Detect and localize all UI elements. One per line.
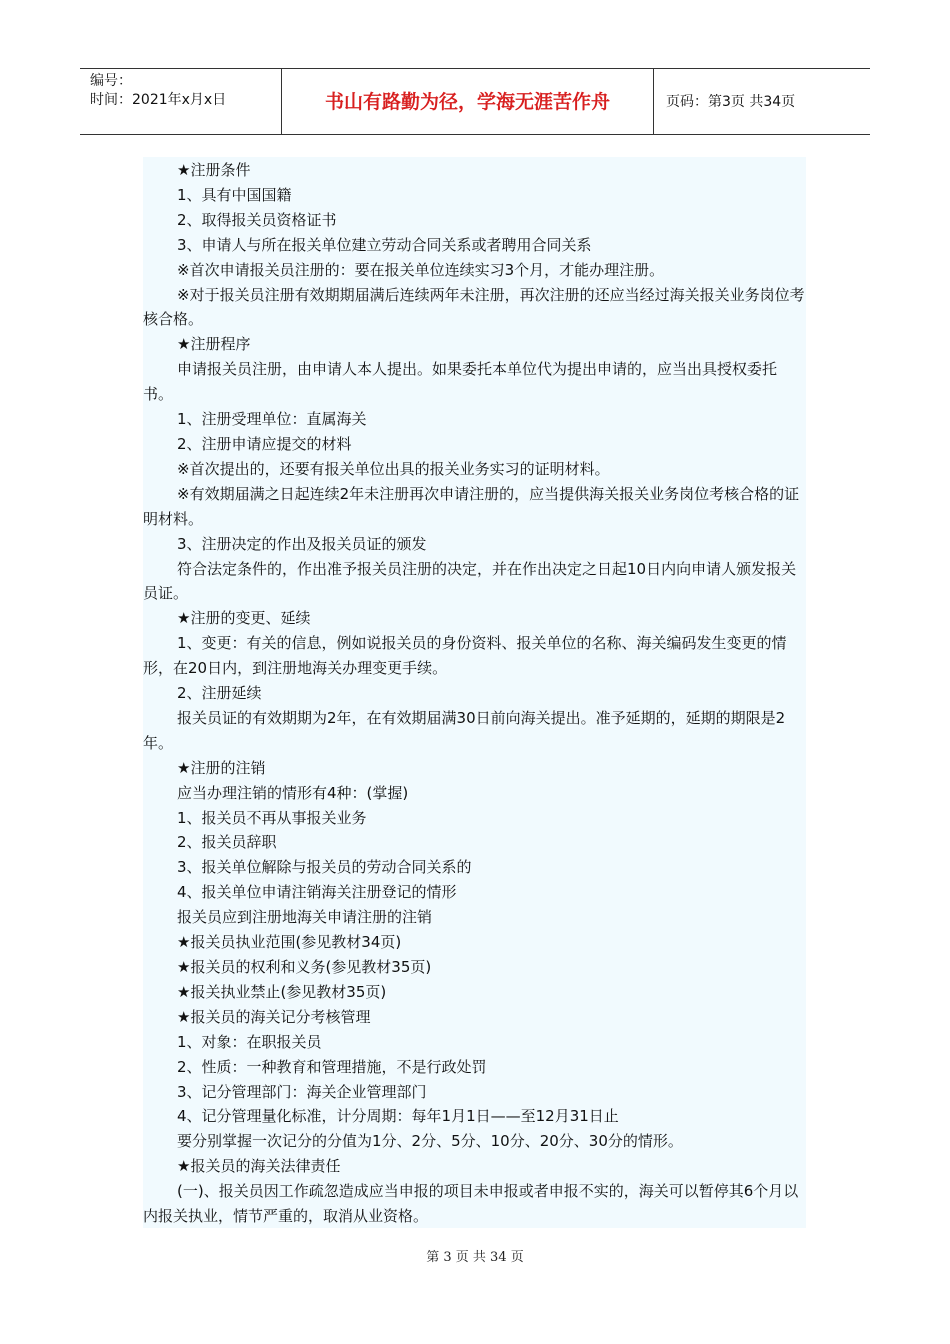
paragraph: 2、性质：一种教育和管理措施，不是行政处罚 <box>177 1057 487 1076</box>
paragraph: 应当办理注销的情形有4种：(掌握) <box>177 783 409 802</box>
document-time-label: 时间：2021年x月x日 <box>90 92 227 108</box>
paragraph: 3、申请人与所在报关单位建立劳动合同关系或者聘用合同关系 <box>177 235 592 254</box>
paragraph: (一)、报关员因工作疏忽造成应当申报的项目未申报或者申报不实的，海关可以暂停其6个月以内报关执业，情节严重的，取消从业资格。 <box>143 1182 799 1226</box>
paragraph: ★报关员的海关记分考核管理 <box>177 1007 371 1026</box>
header-page-info: 页码：第3页 共34页 <box>666 94 796 110</box>
page-footer: 第 3 页 共 34 页 <box>426 1250 524 1265</box>
paragraph: 符合法定条件的，作出准予报关员注册的决定，并在作出决定之日起10日内向申请人颁发报关员证。 <box>143 559 797 603</box>
paragraph: 4、报关单位申请注销海关注册登记的情形 <box>177 883 457 902</box>
paragraph: 3、报关单位解除与报关员的劳动合同关系的 <box>177 858 472 877</box>
paragraph: ★报关员的海关法律责任 <box>177 1157 341 1176</box>
paragraph: ★注册的注销 <box>177 758 266 777</box>
paragraph: 报关员应到注册地海关申请注册的注销 <box>177 908 433 927</box>
paragraph: 3、注册决定的作出及报关员证的颁发 <box>177 534 427 553</box>
paragraph: ※首次提出的，还要有报关单位出具的报关业务实习的证明材料。 <box>177 459 610 478</box>
paragraph: 要分别掌握一次记分的分值为1分、2分、5分、10分、20分、30分的情形。 <box>177 1132 683 1151</box>
paragraph: 2、注册延续 <box>177 684 262 703</box>
paragraph: ★注册程序 <box>177 335 251 354</box>
page-header <box>80 68 870 135</box>
paragraph: 1、注册受理单位：直属海关 <box>177 410 367 429</box>
paragraph: 1、报关员不再从事报关业务 <box>177 808 367 827</box>
header-meta <box>80 69 282 134</box>
paragraph: 2、取得报关员资格证书 <box>177 210 337 229</box>
paragraph: ★注册的变更、延续 <box>177 609 311 628</box>
paragraph: 2、报关员辞职 <box>177 833 277 852</box>
header-motto: 书山有路勤为径，学海无涯苦作舟 <box>282 69 654 134</box>
paragraph: ★报关执业禁止(参见教材35页) <box>177 982 387 1001</box>
paragraph: 1、变更：有关的信息，例如说报关员的身份资料、报关单位的名称、海关编码发生变更的情形，在20日内，到注册地海关办理变更手续。 <box>143 634 787 678</box>
paragraph: ※有效期届满之日起连续2年未注册再次申请注册的，应当提供海关报关业务岗位考核合格的证明材料。 <box>143 484 800 528</box>
paragraph: ★报关员的权利和义务(参见教材35页) <box>177 958 432 976</box>
paragraph: 1、具有中国国籍 <box>177 185 292 204</box>
paragraph: 3、记分管理部门：海关企业管理部门 <box>177 1082 427 1101</box>
paragraph: 申请报关员注册，由申请人本人提出。如果委托本单位代为提出申请的，应当出具授权委托书。 <box>143 360 778 404</box>
paragraph: 报关员证的有效期期为2年，在有效期届满30日前向海关提出。准予延期的，延期的期限是2年。 <box>143 708 786 752</box>
paragraph: 2、注册申请应提交的材料 <box>177 434 352 453</box>
paragraph: 4、记分管理量化标准，计分周期：每年1月1日——至12月31日止 <box>177 1107 619 1126</box>
paragraph: ★报关员执业范围(参见教材34页) <box>177 933 402 952</box>
paragraph: ★注册条件 <box>177 161 251 179</box>
document-number-label: 编号： <box>90 73 132 89</box>
paragraph: ※对于报关员注册有效期期届满后连续两年未注册，再次注册的还应当经过海关报关业务岗位考核合格。 <box>143 285 805 329</box>
paragraph: ※首次申请报关员注册的：要在报关单位连续实习3个月，才能办理注册。 <box>177 260 665 279</box>
paragraph: 1、对象：在职报关员 <box>177 1032 322 1051</box>
document-body <box>143 157 806 1228</box>
